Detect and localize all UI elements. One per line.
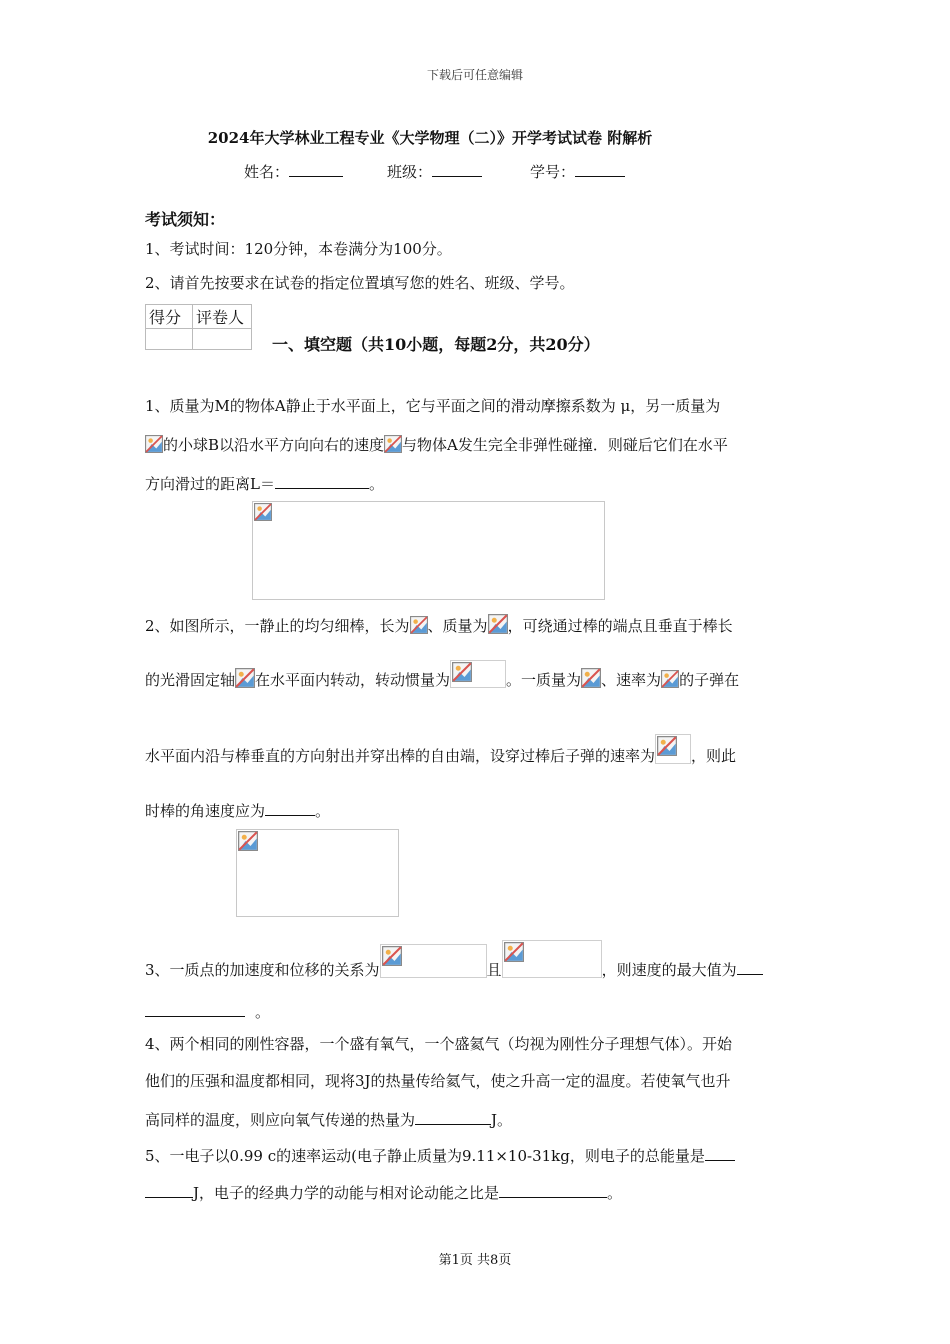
q2-line4	[145, 801, 330, 819]
q1-text: 的小球B以沿水平方向向右的速度	[163, 436, 385, 454]
score-header: 得分	[146, 305, 193, 329]
q2-line2	[145, 660, 739, 688]
q2-figure	[236, 829, 399, 917]
q4-text: J。	[491, 1111, 513, 1129]
class-field	[387, 161, 482, 182]
broken-image-icon	[657, 736, 677, 756]
q2-text: ，可绕通过棒的端点且垂直于棒长	[507, 617, 733, 635]
broken-image-icon	[452, 662, 472, 682]
q2-text: 的光滑固定轴	[145, 671, 236, 689]
score-table	[145, 304, 252, 350]
broken-image-icon	[581, 668, 601, 688]
q3-line2	[145, 1002, 270, 1020]
notice-heading: 考试须知：	[145, 210, 226, 229]
q2-text: ，则此	[691, 747, 737, 765]
notice-item-2: 2、请首先按要求在试卷的指定位置填写您的姓名、班级、学号。	[145, 274, 575, 292]
q3-text: 且	[486, 961, 502, 979]
broken-image-icon	[410, 616, 428, 634]
q4-text: 高同样的温度，则应向氧气传递的热量为	[145, 1111, 416, 1129]
q3-text: 3、一质点的加速度和位移的关系为	[145, 961, 380, 979]
q5-answer-blank-1	[705, 1146, 735, 1161]
q5-text: 5、一电子以0.99 c的速率运动(电子静止质量为9.11×10-31kg，则电子的总能量是	[145, 1147, 705, 1165]
broken-image-icon	[238, 831, 258, 851]
q3-condition-image	[502, 940, 602, 978]
q3-answer-blank-cont	[145, 1002, 245, 1017]
class-blank	[432, 162, 482, 177]
student-id-label: 学号：	[530, 163, 576, 181]
q2-speed-image	[655, 734, 691, 764]
q1-text: 。	[368, 475, 384, 493]
q4-line2: 他们的压强和温度都相同，现将3J的热量传给氦气，使之升高一定的温度。若使氧气也升	[145, 1072, 731, 1090]
broken-image-icon	[145, 435, 163, 453]
name-label: 姓名：	[244, 163, 290, 181]
section1-title: 一、填空题（共10小题，每题2分，共20分）	[272, 335, 600, 354]
score-cell	[146, 329, 193, 350]
broken-image-icon	[254, 503, 272, 521]
q2-text: 、质量为	[427, 617, 488, 635]
grader-header: 评卷人	[193, 305, 252, 329]
q5-line2	[145, 1183, 622, 1201]
q2-text: 时棒的角速度应为	[145, 802, 266, 820]
q5-answer-blank-1-cont	[145, 1183, 193, 1198]
broken-image-icon	[384, 435, 402, 453]
q2-text: 。一质量为	[506, 671, 582, 689]
q3-relation-image	[380, 944, 487, 978]
name-blank	[289, 162, 343, 177]
q1-text: 与物体A发生完全非弹性碰撞．则碰后它们在水平	[402, 436, 728, 454]
header-note: 下载后可任意编辑	[426, 68, 523, 82]
q1-line1: 1、质量为M的物体A静止于水平面上，它与平面之间的滑动摩擦系数为 μ，另一质量为	[145, 397, 721, 415]
q5-text: 。	[607, 1184, 623, 1202]
q1-line3	[145, 474, 384, 492]
q2-line3	[145, 734, 736, 764]
q2-answer-blank	[265, 801, 315, 816]
grader-cell	[193, 329, 252, 350]
q4-line1: 4、两个相同的刚性容器，一个盛有氧气，一个盛氦气（均视为刚性分子理想气体）。开始	[145, 1035, 733, 1053]
broken-image-icon	[382, 946, 402, 966]
q3-line1	[145, 940, 763, 978]
q2-text: 。	[315, 802, 331, 820]
notice-item-1: 1、考试时间：120分钟，本卷满分为100分。	[145, 240, 452, 258]
broken-image-icon	[661, 670, 679, 688]
q2-text: 、速率为	[601, 671, 662, 689]
class-label: 班级：	[387, 163, 433, 181]
broken-image-icon	[488, 614, 508, 634]
q5-answer-blank-2	[499, 1183, 607, 1198]
broken-image-icon	[235, 668, 255, 688]
q2-text: 水平面内沿与棒垂直的方向射出并穿出棒的自由端，设穿过棒后子弹的速率为	[145, 747, 656, 765]
q2-line1	[145, 614, 733, 634]
page-footer: 第1页 共8页	[438, 1253, 512, 1268]
q1-line2	[145, 435, 728, 453]
q3-answer-blank	[737, 960, 763, 975]
q1-figure	[252, 501, 605, 600]
q5-line1	[145, 1146, 735, 1164]
exam-title: 2024年大学林业工程专业《大学物理（二）》开学考试试卷 附解析	[207, 129, 653, 147]
q5-text: J，电子的经典力学的动能与相对论动能之比是	[193, 1184, 500, 1202]
q2-text: 在水平面内转动，转动惯量为	[255, 671, 451, 689]
q3-text: ，则速度的最大值为	[601, 961, 737, 979]
q2-text: 的子弹在	[679, 671, 740, 689]
q1-text: 方向滑过的距离L＝	[145, 475, 275, 493]
q3-text: 。	[255, 1003, 271, 1021]
student-id-blank	[575, 162, 625, 177]
name-field	[244, 161, 343, 182]
q2-moment-image	[450, 660, 506, 688]
q2-text: 2、如图所示，一静止的均匀细棒，长为	[145, 617, 410, 635]
q4-line3	[145, 1110, 512, 1128]
broken-image-icon	[504, 942, 524, 962]
q4-answer-blank	[415, 1110, 491, 1125]
q1-answer-blank	[275, 474, 369, 489]
student-id-field	[530, 161, 625, 182]
